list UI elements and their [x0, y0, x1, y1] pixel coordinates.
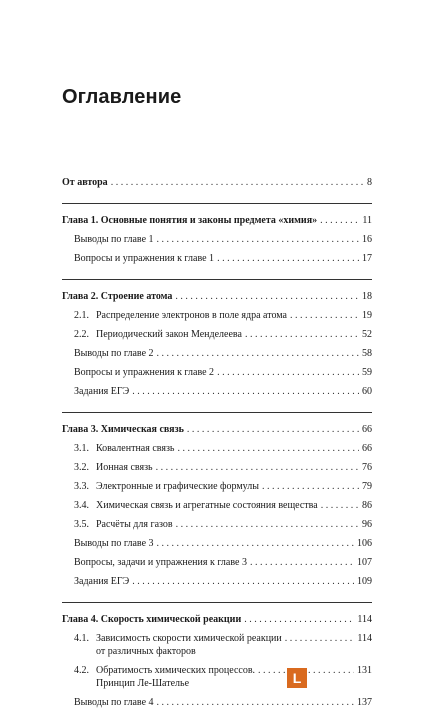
- toc-entry-label-cont: от различных факторов: [96, 646, 196, 657]
- toc-entry[interactable]: [62, 461, 372, 480]
- toc-page-number: 76: [362, 462, 372, 473]
- toc-entry-label: Глава 1. Основные понятия и законы предмета «химия»: [62, 215, 318, 226]
- toc-page-number: 17: [362, 253, 372, 264]
- toc-entry-label: Глава 3. Химическая связь: [62, 424, 184, 435]
- toc-page-number: 96: [362, 519, 372, 530]
- toc-page-number: 114: [357, 633, 372, 644]
- toc-entry[interactable]: [62, 575, 372, 594]
- toc-entry-number: 3.3.: [74, 481, 89, 492]
- section-divider: [62, 412, 372, 413]
- toc-entry-label: Глава 4. Скорость химической реакции: [62, 614, 242, 625]
- toc-entry-label: Электронные и графические формулы: [96, 481, 259, 492]
- toc-entry-label: Выводы по главе 1: [74, 234, 154, 245]
- toc-entry[interactable]: [62, 347, 372, 366]
- toc-page-number: 66: [362, 443, 372, 454]
- toc-entry[interactable]: [62, 664, 372, 690]
- toc-entry-label: Ионная связь: [96, 462, 153, 473]
- toc-entry-number: 4.1.: [74, 633, 89, 644]
- toc-page-number: 109: [357, 576, 372, 587]
- toc-entry-label: Выводы по главе 3: [74, 538, 154, 549]
- toc-entry-label: Распределение электронов в поле ядра атома: [96, 310, 287, 321]
- toc-entry-label: Выводы по главе 4: [74, 697, 154, 708]
- toc-page-number: 114: [357, 614, 372, 625]
- toc-entry-number: 3.1.: [74, 443, 89, 454]
- toc-page-number: 59: [362, 367, 372, 378]
- page-title: Оглавление: [62, 86, 182, 108]
- toc-entry-number: 4.2.: [74, 665, 89, 676]
- toc-page-number: 8: [367, 177, 372, 188]
- toc-entry-number: 3.4.: [74, 500, 89, 511]
- toc-entry[interactable]: [62, 696, 372, 715]
- toc-entry[interactable]: [62, 518, 372, 537]
- toc-entry-number: 2.2.: [74, 329, 89, 340]
- toc-page-number: 131: [357, 665, 372, 676]
- toc-entry-label: Химическая связь и агрегатные состояния вещества: [96, 500, 318, 511]
- toc-page-number: 107: [357, 557, 372, 568]
- toc-page-number: 16: [362, 234, 372, 245]
- toc-entry[interactable]: [62, 499, 372, 518]
- toc-entry-number: 3.2.: [74, 462, 89, 473]
- toc-page-number: 52: [362, 329, 372, 340]
- toc-page-number: 106: [357, 538, 372, 549]
- toc-page-number: 86: [362, 500, 372, 511]
- toc-entry[interactable]: [62, 442, 372, 461]
- toc-entry-label: Глава 2. Строение атома: [62, 291, 173, 302]
- toc-entry[interactable]: [62, 328, 372, 347]
- toc-entry-number: 3.5.: [74, 519, 89, 530]
- toc-entry-label: Вопросы и упражнения к главе 2: [74, 367, 215, 378]
- toc-page-number: 19: [362, 310, 372, 321]
- toc-entry[interactable]: [62, 556, 372, 575]
- toc-chapter-2[interactable]: [62, 290, 372, 309]
- toc-entry-label: Обратимость химических процессов.: [96, 665, 256, 676]
- toc-chapter-1[interactable]: [62, 214, 372, 233]
- section-divider: [62, 602, 372, 603]
- toc-entry[interactable]: [62, 385, 372, 404]
- toc-entry[interactable]: [62, 309, 372, 328]
- toc-page-number: 18: [362, 291, 372, 302]
- toc-entry-label: Задания ЕГЭ: [74, 576, 130, 587]
- section-divider: [62, 279, 372, 280]
- toc-page-number: 66: [362, 424, 372, 435]
- toc-entry-author[interactable]: [62, 176, 372, 195]
- toc-entry-label: Вопросы и упражнения к главе 1: [74, 253, 215, 264]
- toc-entry[interactable]: [62, 480, 372, 499]
- toc-chapter-3[interactable]: [62, 423, 372, 442]
- toc-page-number: 79: [362, 481, 372, 492]
- toc-page-number: 11: [362, 215, 372, 226]
- toc-entry-label: Расчёты для газов: [96, 519, 173, 530]
- toc-entry-label: От автора: [62, 177, 108, 188]
- toc-entry-label: Выводы по главе 2: [74, 348, 154, 359]
- toc-page-number: 60: [362, 386, 372, 397]
- toc-entry-label: Зависимость скорости химической реакции: [96, 633, 282, 644]
- toc-entry[interactable]: [62, 366, 372, 385]
- toc-page-number: 137: [357, 697, 372, 708]
- toc-entry[interactable]: [62, 252, 372, 271]
- toc-entry-label-cont: Принцип Ле-Шателье: [96, 678, 190, 689]
- toc-chapter-4[interactable]: [62, 613, 372, 632]
- toc-page-number: 58: [362, 348, 372, 359]
- publisher-logo: L: [287, 668, 307, 688]
- toc-entry-label: Вопросы, задачи и упражнения к главе 3: [74, 557, 247, 568]
- section-divider: [62, 203, 372, 204]
- toc-entry-label: Задания ЕГЭ: [74, 386, 130, 397]
- toc-entry[interactable]: [62, 632, 372, 658]
- toc-entry-number: 2.1.: [74, 310, 89, 321]
- toc-entry[interactable]: [62, 537, 372, 556]
- toc-entry-label: Ковалентная связь: [96, 443, 175, 454]
- toc-entry[interactable]: [62, 233, 372, 252]
- table-of-contents: [62, 176, 372, 715]
- toc-entry-label: Периодический закон Менделеева: [96, 329, 242, 340]
